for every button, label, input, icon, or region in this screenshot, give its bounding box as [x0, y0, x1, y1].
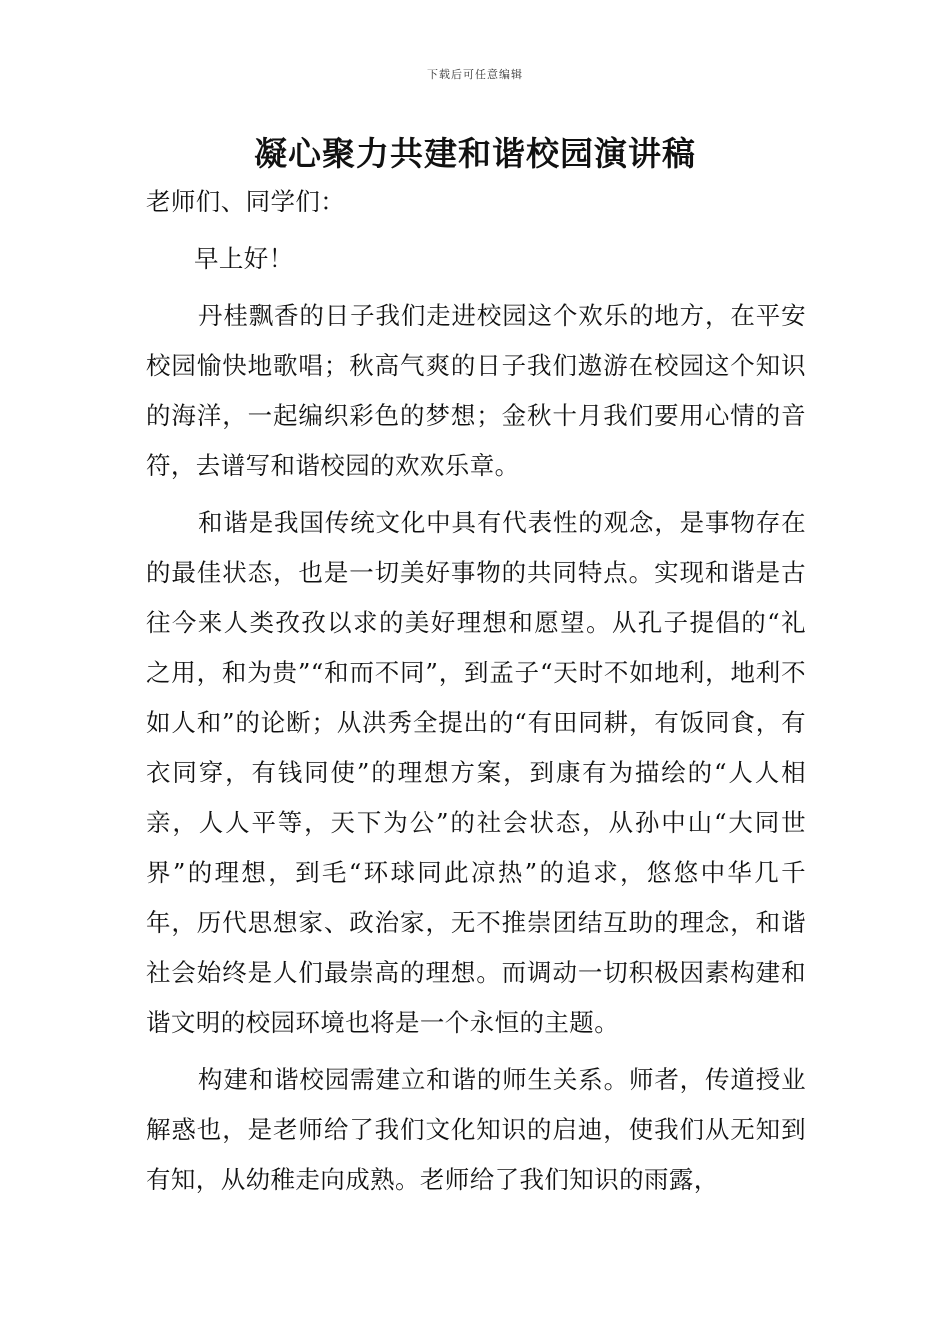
salutation: 老师们、同学们：: [146, 187, 346, 216]
document-body: [146, 177, 806, 1212]
paragraph-1: 丹桂飘香的日子我们走进校园这个欢乐的地方，在平安校园愉快地歌唱；秋高气爽的日子我们遨游在校园这个知识的海洋，一起编织彩色的梦想；金秋十月我们要用心情的音符，去谱写和谐校园的欢欢乐章。: [146, 301, 806, 480]
paragraph-2: 和谐是我国传统文化中具有代表性的观念，是事物存在的最佳状态，也是一切美好事物的共同特点。实现和谐是古往今来人类孜孜以求的美好理想和愿望。从孔子提倡的“礼之用，和为贵”“和而不同”，到孟子“天时不如地利，地利不如人和”的论断；从洪秀全提出的“有田同耕，有饭同食，有衣同穿，有钱同使”的理想方案，到康有为描绘的“人人相亲，人人平等，天下为公”的社会状态，从孙中山“大同世界”的理想，到毛“环球同此凉热”的追求，悠悠中华几千年，历代思想家、政治家，无不推崇团结互助的理念，和谐社会始终是人们最崇高的理想。而调动一切积极因素构建和谐文明的校园环境也将是一个永恒的主题。: [146, 508, 806, 1037]
paragraph-3: 构建和谐校园需建立和谐的师生关系。师者，传道授业解惑也，是老师给了我们文化知识的启迪，使我们从无知到有知，从幼稚走向成熟。老师给了我们知识的雨露，: [146, 1065, 806, 1194]
page-title: 凝心聚力共建和谐校园演讲稿: [254, 134, 696, 173]
greeting: 早上好！: [194, 244, 294, 273]
header-note: 下载后可任意编辑: [427, 68, 523, 81]
